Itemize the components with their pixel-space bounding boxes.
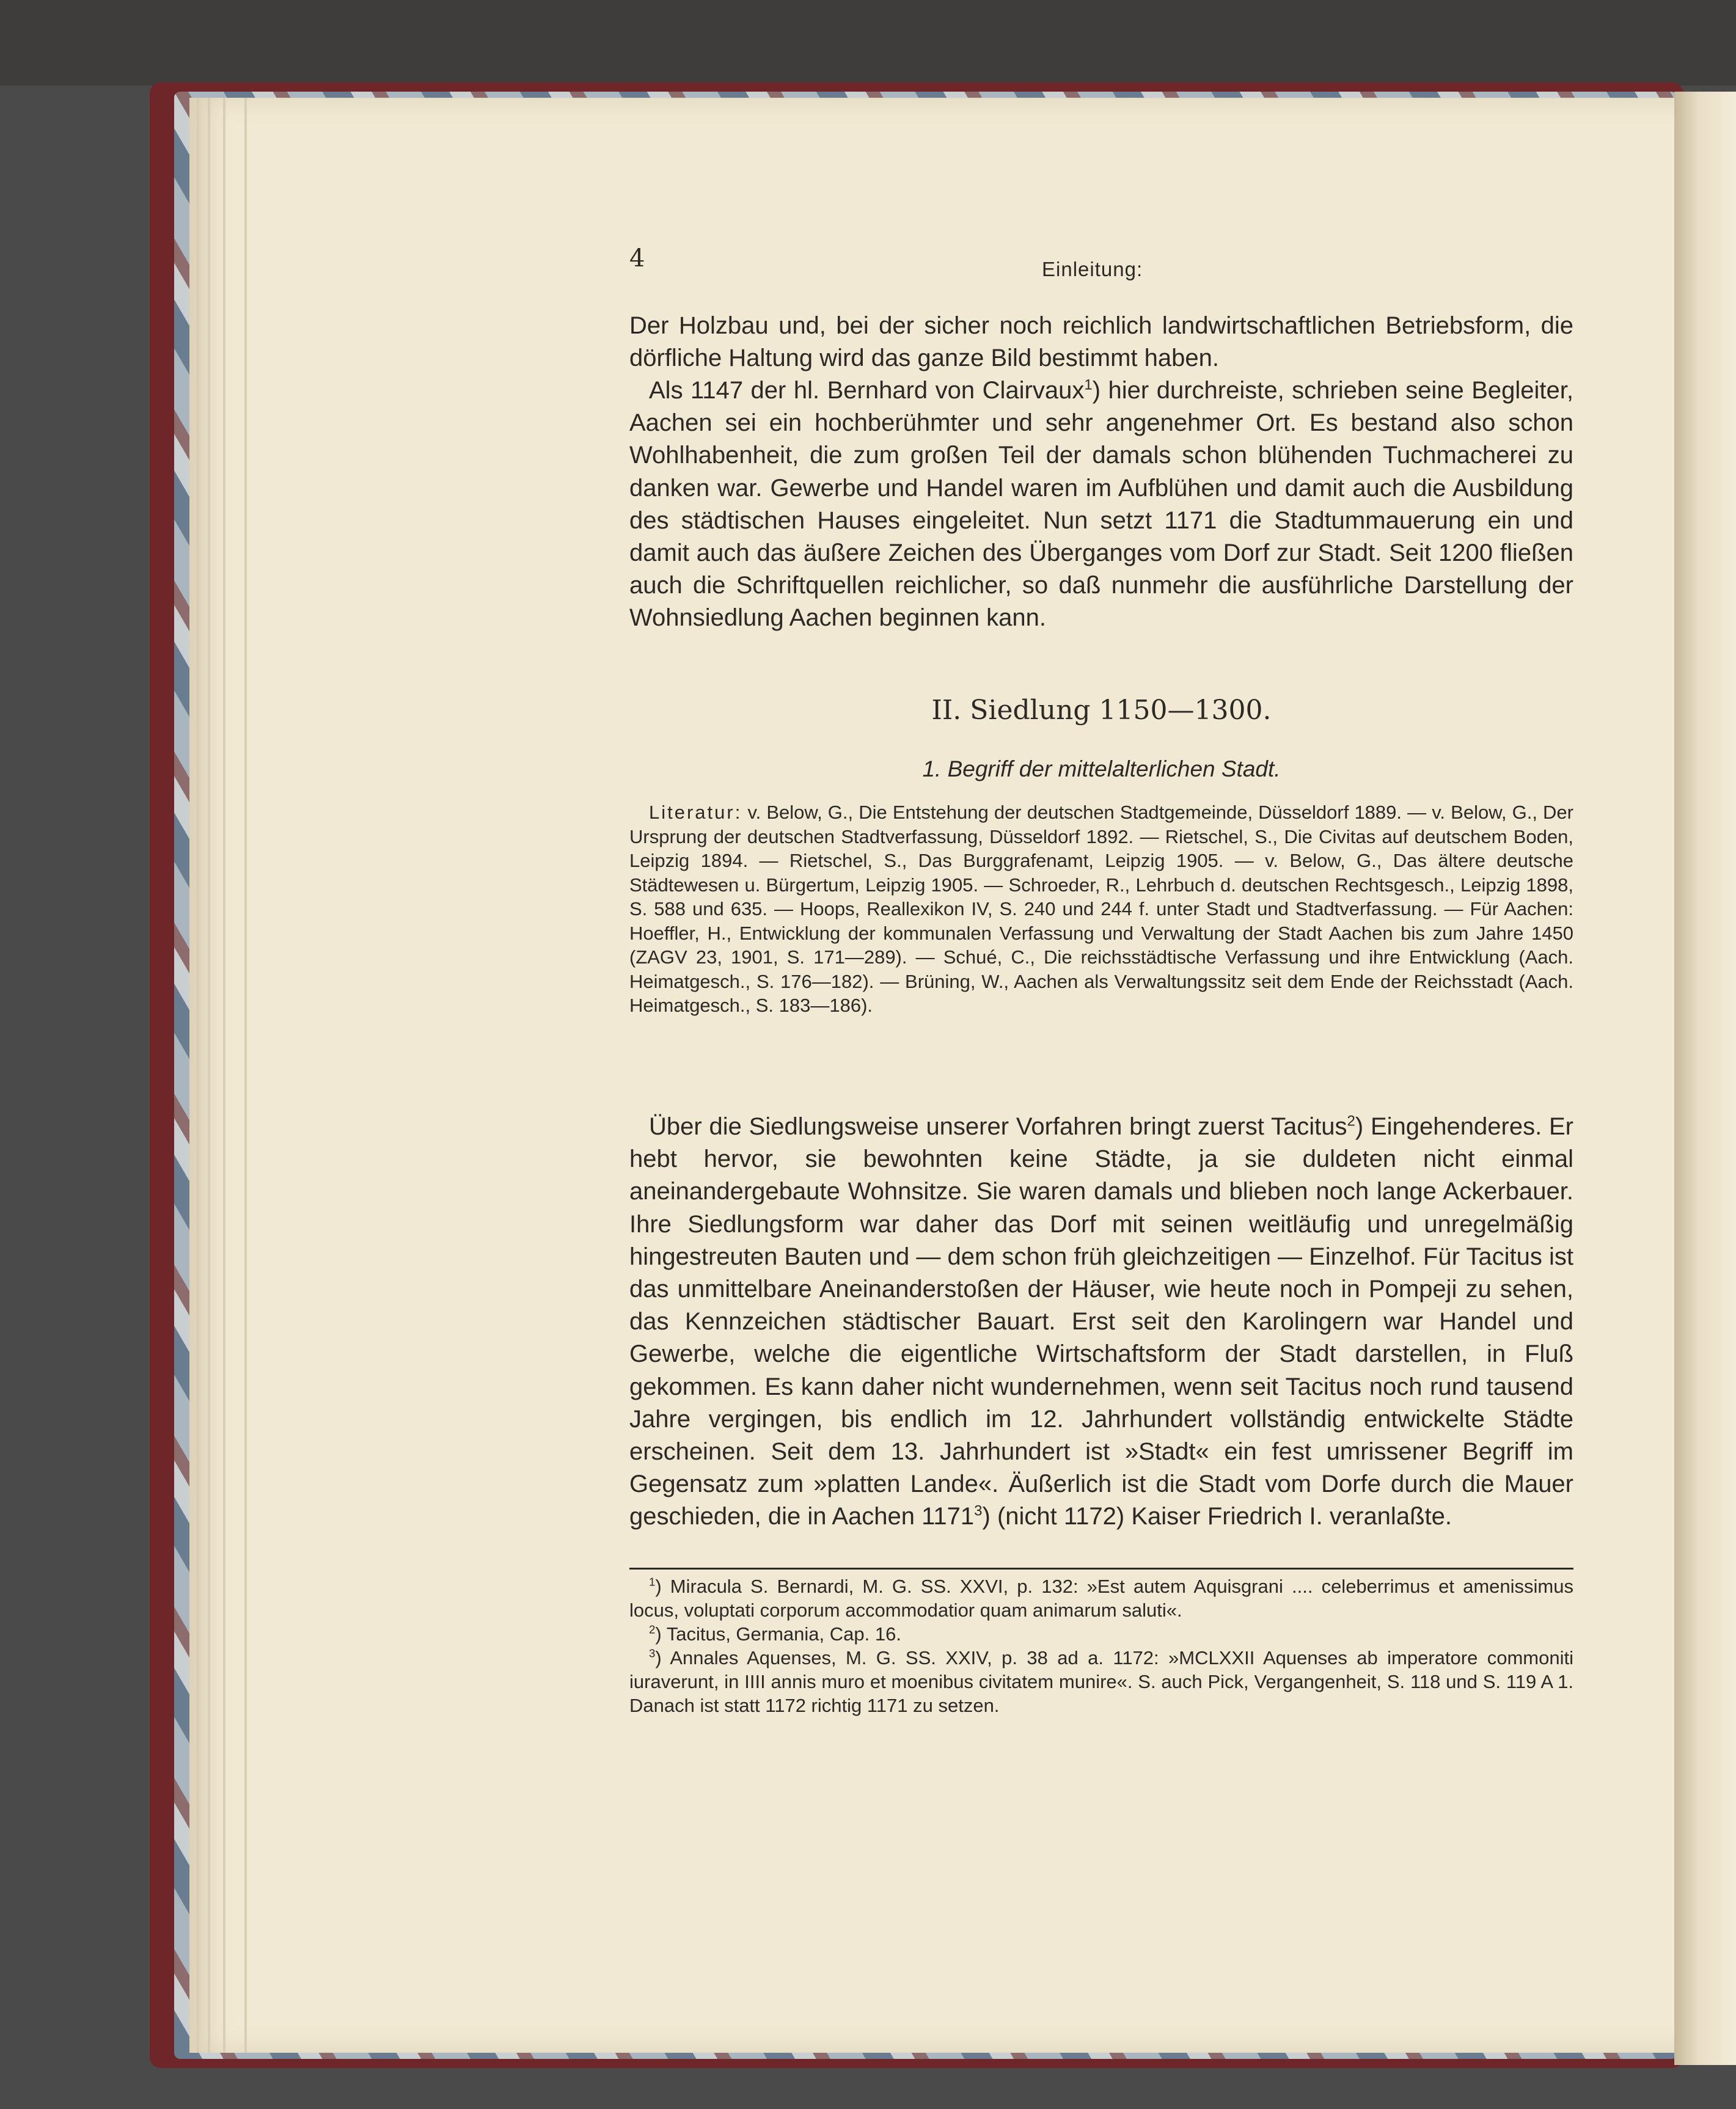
footnote-text: ) Tacitus, Germania, Cap. 16. xyxy=(655,1623,901,1645)
footnote-mark: 3 xyxy=(649,1647,656,1660)
page-number: 4 xyxy=(629,244,645,272)
footnote-ref-2: 2 xyxy=(1347,1113,1355,1130)
footnote-text: ) Miracula S. Bernardi, M. G. SS. XXVI, p. 132: »Est autem Aquisgrani .... celeberrimus et amenissimus locus, voluptati corporum accommodatior quam animarum saluti«. xyxy=(629,1576,1573,1621)
page-edge xyxy=(208,98,210,2053)
literature-label: Literatur: xyxy=(649,802,742,823)
paragraph-2-text-a: Als 1147 der hl. Bernhard von Clairvaux xyxy=(649,377,1085,404)
footnote-mark: 2 xyxy=(649,1623,656,1636)
literature-list xyxy=(629,800,1573,1018)
literature-text: v. Below, G., Die Entstehung der deutschen Stadtgemeinde, Düsseldorf 1889. — v. Below, G., Der Ursprung der deutschen Stadtverfassung, Düsseldorf 1892. — Rietschel, S., Die Civitas auf deutschem Boden, Leipzig 1894. — Rietschel, S., Das Burggrafenamt, Leipzig 1905. — v. Below, G., Das ältere deutsche Städtewesen u. Bürgertum, Leipzig 1905. — Schroeder, R., Lehrbuch d. deutschen Rechtsgesch., Leipzig 1898, S. 588 und 635. — Hoops, Reallexikon IV, S. 240 und 244 f. unter Stadt und Stadtverfassung. — Für Aachen: Hoeffler, H., Entwicklung der kommunalen Verfassung und Verwaltung der Stadt Aachen bis zum Jahre 1450 (ZAGV 23, 1901, S. 171—289). — Schué, C., Die reichsstädtische Verfassung und ihre Entwicklung (Aach. Heimatgesch., S. 176—182). — Brüning, W., Aachen als Verwaltungssitz seit dem Ende der Reichsstadt (Aach. Heimatgesch., S. 183—186). xyxy=(629,802,1573,1016)
paragraph-3-text-b: ) Eingehenderes. Er hebt hervor, sie bewohnten keine Städte, ja sie duldeten nicht einmal aneinandergebaute Wohnsitze. Sie waren damals und blieben noch lange Ackerbauer. Ihre Siedlungsform war daher das Dorf mit seinen weitläufig und unregelmäßig hingestreuten Bauten und — dem schon früh gleichzeitigen — Einzelhof. Für Tacitus ist das unmittelbare Aneinanderstoßen der Häuser, wie heute noch in Pompeji zu sehen, das Kennzeichen städtischer Bauart. Erst seit den Karolingern war Handel und Gewerbe, welche die eigentliche Wirtschaftsform der Stadt darstellen, in Fluß gekommen. Es kann daher nicht wundernehmen, wenn seit Tacitus noch rund tausend Jahre vergingen, bis endlich im 12. Jahrhundert vollständig entwickelte Städte erscheinen. Seit dem 13. Jahrhundert ist »Stadt« ein fest umrissener Begriff im Gegensatz zum »platten Lande«. Äußerlich ist die Stadt vom Dorfe durch die Mauer geschieden, die in Aachen 1171 xyxy=(629,1113,1574,1530)
page-edge xyxy=(223,98,225,2053)
section-title: II. Siedlung 1150—1300. xyxy=(931,695,1272,726)
paragraph-3 xyxy=(629,1111,1573,1533)
paragraph-3-text-c: ) (nicht 1172) Kaiser Friedrich I. veranlaßte. xyxy=(982,1503,1452,1530)
paragraph-2-text-b: ) hier durchreiste, schrieben seine Begleiter, Aachen sei ein hochberühmter und sehr angenehmer Ort. Es bestand also schon Wohlhabenheit, die zum großen Teil der damals schon blühenden Tuchmacherei zu danken war. Gewerbe und Handel waren im Aufblühen und damit auch die Ausbildung des städtischen Hauses eingeleitet. Nun setzt 1171 die Stadtummauerung ein und damit auch das äußere Zeichen des Überganges vom Dorf zur Stadt. Seit 1200 fließen auch die Schriftquellen reichlicher, so daß nunmehr die ausführliche Darstellung der Wohnsiedlung Aachen beginnen kann. xyxy=(629,377,1573,632)
facing-page-gutter xyxy=(1674,92,1736,2065)
footnote-ref-3: 3 xyxy=(974,1503,983,1520)
paragraph-1: Der Holzbau und, bei der sicher noch reichlich landwirtschaftlichen Betriebsform, die dörfliche Haltung wird das ganze Bild bestimmt haben. xyxy=(629,312,1573,372)
footnote-ref-1: 1 xyxy=(1084,376,1093,393)
page-edge xyxy=(197,98,199,2053)
paragraph-2 xyxy=(629,375,1573,635)
footnote-3 xyxy=(629,1646,1573,1717)
scan-background xyxy=(0,0,1736,86)
paragraph-3-text-a: Über die Siedlungsweise unserer Vorfahren bringt zuerst Tacitus xyxy=(649,1113,1347,1140)
footnote-text: ) Annales Aquenses, M. G. SS. XXIV, p. 38 ad a. 1172: »MCLXXII Aquenses ab imperatore commoniti iuraverunt, in IIII annis muro et moenibus civitatem munire«. S. auch Pick, Vergangenheit, S. 118 und S. 119 A 1. Danach ist statt 1172 richtig 1171 zu setzen. xyxy=(629,1647,1573,1716)
page-header xyxy=(629,244,1573,281)
footnotes xyxy=(629,1574,1573,1717)
page-edge xyxy=(244,98,247,2053)
footnote-mark: 1 xyxy=(649,1575,656,1588)
footnote-2 xyxy=(629,1622,1573,1646)
subsection-title: 1. Begriff der mittelalterlichen Stadt. xyxy=(922,756,1281,781)
footnote-1 xyxy=(629,1574,1573,1622)
running-head: Einleitung: xyxy=(1042,258,1143,280)
footnote-rule xyxy=(629,1568,1573,1570)
